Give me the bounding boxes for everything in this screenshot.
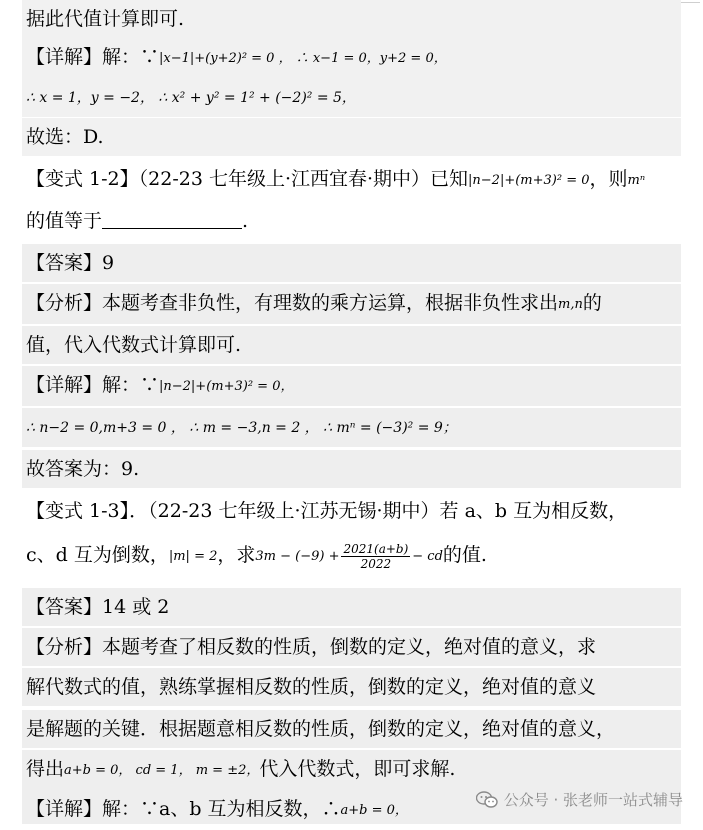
line-text: 【答案】9 (26, 252, 115, 274)
text-line (22, 78, 681, 117)
text-line (22, 0, 681, 38)
watermark (476, 789, 683, 810)
text-line (22, 536, 681, 576)
fraction-numerator: 2021(a+b) (343, 541, 409, 556)
line-text: 故答案为：9. (26, 458, 140, 480)
wechat-icon (476, 791, 498, 809)
math-expression: |n−2|+(m+3)² = 0 (468, 173, 590, 188)
line-text: . (242, 210, 249, 232)
math-expression: 3m − (−9) + (255, 549, 340, 564)
line-text: 据此代值计算即可. (26, 8, 185, 30)
line-text: 【分析】本题考查了相反数的性质，倒数的定义，绝对值的意义，求 (26, 636, 597, 658)
line-text: 【分析】本题考查非负性，有理数的乘方运算，根据非负性求出 (26, 292, 559, 314)
math-expression: a+b = 0， (340, 803, 408, 818)
line-text: 【详解】解：∵a、b 互为相反数，∴ (26, 798, 341, 820)
text-line (22, 628, 681, 666)
line-text: 得出 (26, 758, 65, 780)
line-text: ，求 (217, 544, 256, 566)
text-line (22, 750, 681, 790)
text-line (22, 160, 681, 200)
math-expression: mⁿ (627, 173, 646, 188)
text-line (22, 326, 681, 364)
line-text: 代入代数式，即可求解. (259, 758, 456, 780)
text-line (22, 492, 681, 530)
line-text: 【详解】解：∵ (26, 374, 160, 396)
math-expression: |x−1|+(y+2)² = 0 ， ∴ x−1 = 0，y+2 = 0， (159, 51, 447, 66)
text-line (22, 38, 681, 78)
text-line (22, 202, 681, 240)
math-expression: |m| = 2 (168, 549, 218, 564)
text-line (22, 668, 681, 706)
line-text: 的 (582, 292, 602, 314)
line-text: 是解题的关键．根据题意相反数的性质，倒数的定义，绝对值的意义， (26, 718, 616, 740)
line-text: 【详解】解：∵ (26, 46, 160, 68)
math-expression: ∴ n−2 = 0,m+3 = 0 ， ∴ m = −3,n = 2 ， ∴ mⁿ = (−3)² = 9； (26, 420, 457, 436)
fraction (341, 542, 410, 571)
line-text: ，则 (589, 168, 628, 190)
line-text: 【变式 1-3】．（22-23 七年级上·江苏无锡·期中）若 a、b 互为相反数， (26, 500, 628, 522)
text-line (22, 588, 681, 626)
line-text: c、d 互为倒数， (26, 544, 169, 566)
watermark-text: 公众号 · 张老师一站式辅导 (503, 791, 683, 809)
line-text: 的值等于 (26, 210, 103, 232)
fraction-denominator: 2022 (360, 556, 392, 571)
math-expression: |n−2|+(m+3)² = 0， (159, 379, 294, 394)
line-text: 【变式 1-2】（22-23 七年级上·江西宜春·期中）已知 (26, 168, 469, 190)
line-text: 【答案】14 或 2 (26, 596, 170, 618)
math-expression: a+b = 0， cd = 1， m = ±2， (64, 763, 260, 778)
math-expression: − cd (412, 549, 443, 564)
line-text: 故选：D. (26, 126, 104, 148)
text-line (22, 450, 681, 488)
math-expression: m,n (558, 297, 583, 312)
text-line (22, 710, 681, 748)
math-expression: ∴ x = 1，y = −2， ∴ x² + y² = 1² + (−2)² = 5， (26, 90, 356, 106)
text-line (22, 408, 681, 447)
text-line (22, 118, 681, 156)
text-line (22, 284, 681, 324)
answer-blank (102, 208, 242, 229)
line-text: 的值. (442, 544, 487, 566)
text-line (22, 244, 681, 282)
text-line (22, 366, 681, 406)
line-text: 解代数式的值，熟练掌握相反数的性质，倒数的定义，绝对值的意义 (26, 676, 597, 698)
line-text: 值，代入代数式计算即可. (26, 334, 242, 356)
